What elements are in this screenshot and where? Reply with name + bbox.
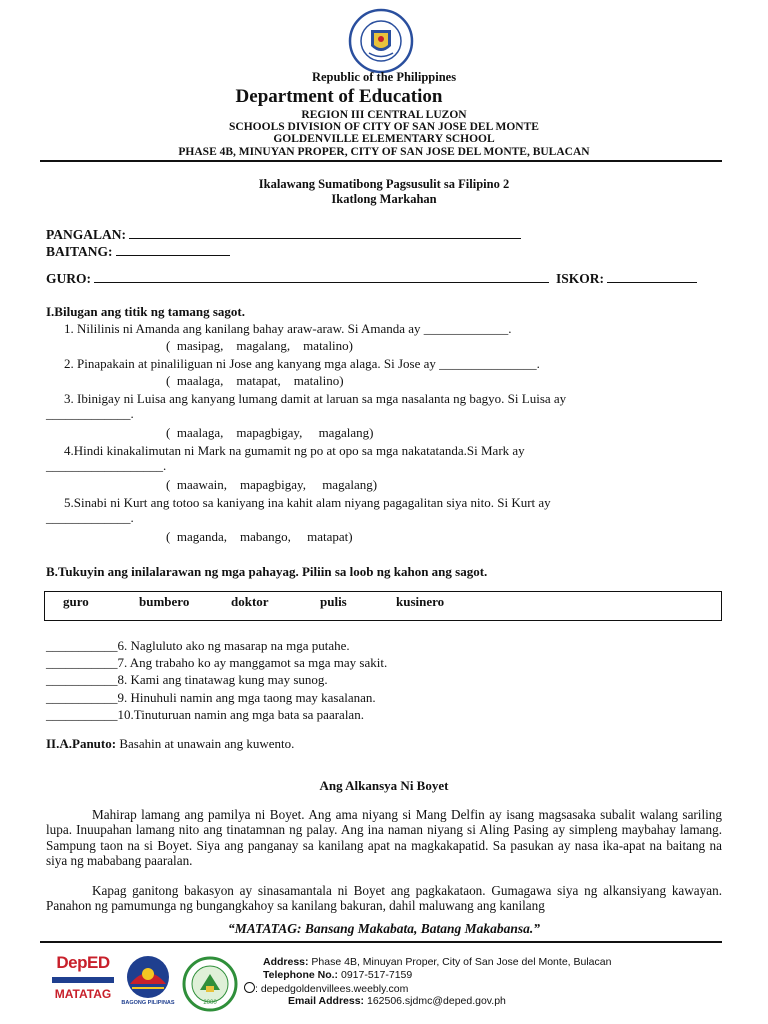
question-5: 5.Sinabi ni Kurt ang totoo sa kaniyang ina kahit alam niyang pagagalitan siya nito. Si Kurt ay: [64, 495, 551, 510]
globe-icon: [244, 982, 255, 993]
deped-logo-text: DepED: [56, 953, 110, 972]
school-name: GOLDENVILLE ELEMENTARY SCHOOL: [273, 133, 495, 145]
score-field: [556, 270, 697, 287]
part2-instruction-text: Basahin at unawain ang kuwento.: [116, 736, 295, 751]
region-label: REGION III CENTRAL LUZON: [301, 109, 467, 121]
footer-email: [288, 995, 506, 1007]
teacher-label: GURO:: [46, 271, 91, 286]
grade-field: [46, 243, 230, 260]
part1-instruction: I.Bilugan ang titik ng tamang sagot.: [46, 304, 246, 319]
partB-item-9: [46, 690, 376, 706]
bagong-pilipinas-logo: [120, 954, 176, 1012]
email-label: Email Address:: [288, 995, 365, 1007]
department-title: Department of Education: [235, 86, 443, 107]
grade-input-line[interactable]: [116, 243, 230, 256]
school-logo: [182, 956, 238, 1012]
teacher-input-line[interactable]: [94, 270, 549, 283]
choices-4[interactable]: ( maawain, mapagbigay, magalang): [166, 477, 378, 492]
choices-3[interactable]: ( maalaga, mapagbigay, magalang): [166, 425, 374, 440]
question-1: 1. Nililinis ni Amanda ang kanilang bahay araw-araw. Si Amanda ay _____________.: [64, 321, 512, 336]
teacher-field: [46, 270, 549, 287]
score-label: ISKOR:: [556, 271, 605, 286]
box-choice-pulis: pulis: [320, 594, 347, 609]
partB-item-10: [46, 707, 364, 723]
partB-item-8: [46, 672, 328, 688]
box-choice-doktor: doktor: [231, 594, 269, 609]
deped-logo-bar: [52, 977, 114, 983]
story-paragraph-1: Mahirap lamang ang pamilya ni Boyet. Ang ama niyang si Mang Delfin ay isang magsasaka subalit walang sariling lupa. Inuupahan lamang nito ang tinatamnan ng palay. Ang ina naman niyang si Aling Pasing ay simpleng maybahay lamang. Sampung taon na si Boyet. Siya ang panganay sa kanilang apat na magkakapatid. Sa pasukan ay nasa ika-apat na baitang na siya ng mababang paaralan.: [46, 807, 722, 868]
footer-address: [263, 956, 611, 968]
story-paragraph-2: Kapag ganitong bakasyon ay sinasamantala ni Boyet ang pagkakataon. Gumagawa siya ng alkansiyang kawayan. Panahon ng pamumunga ng bungangkahoy sa kanilang bakuran, dahil maluwang ang kanilang: [46, 883, 722, 914]
name-label: PANGALAN:: [46, 227, 126, 242]
footer-website: [244, 982, 408, 995]
answer-choices-box: [44, 591, 722, 621]
item-8-text: 8. Kami ang tinatawag kung may sunog.: [117, 672, 328, 687]
answer-blank-8[interactable]: ___________: [46, 672, 118, 687]
deped-matatag-logo: [48, 953, 118, 1011]
test-subtitle: Ikatlong Markahan: [331, 192, 437, 206]
deped-seal: [339, 8, 423, 74]
box-choice-kusinero: kusinero: [396, 594, 445, 609]
score-input-line[interactable]: [607, 270, 697, 283]
question-2: 2. Pinapakain at pinaliliguan ni Jose ang kanyang mga alaga. Si Jose ay _______________.: [64, 356, 540, 371]
republic-label: Republic of the Philippines: [311, 70, 457, 84]
partB-item-6: [46, 638, 350, 654]
name-input-line[interactable]: [129, 226, 521, 239]
partB-item-7: [46, 655, 387, 671]
name-field: [46, 226, 521, 243]
answer-blank-7[interactable]: ___________: [46, 655, 118, 670]
story-title: Ang Alkansya Ni Boyet: [319, 778, 449, 793]
phone-label: Telephone No.:: [263, 969, 339, 981]
choices-1[interactable]: ( masipag, magalang, matalino): [166, 338, 354, 353]
part2-instruction: [46, 736, 294, 752]
test-title: Ikalawang Sumatibong Pagsusulit sa Filipino 2: [258, 177, 510, 191]
partB-instruction: B.Tukuyin ang inilalarawan ng mga pahayag. Piliin sa loob ng kahon ang sagot.: [46, 564, 488, 579]
question-3-blank[interactable]: _____________.: [46, 406, 134, 421]
website-link[interactable]: : depedgoldenvillees.weebly.com: [255, 983, 409, 995]
answer-blank-10[interactable]: ___________: [46, 707, 118, 722]
choices-5[interactable]: ( maganda, mabango, matapat): [166, 529, 353, 544]
item-6-text: 6. Nagluluto ako ng masarap na mga putahe.: [117, 638, 350, 653]
question-4: 4.Hindi kinakalimutan ni Mark na gumamit ng po at opo sa mga nakatatanda.Si Mark ay: [64, 443, 525, 458]
answer-blank-6[interactable]: ___________: [46, 638, 118, 653]
question-3: 3. Ibinigay ni Luisa ang kanyang lumang damit at laruan sa mga nasalanta ng bagyo. Si Luisa ay: [64, 391, 567, 406]
item-10-text: 10.Tinuturuan namin ang mga bata sa paaralan.: [117, 707, 364, 722]
bagong-pilipinas-caption: BAGONG PILIPINAS: [121, 1000, 175, 1006]
footer-motto: “MATATAG: Bansang Makabata, Batang Makabansa.”: [227, 921, 541, 936]
footer-divider: [40, 941, 722, 943]
address-value: Phase 4B, Minuyan Proper, City of San Jose del Monte, Bulacan: [308, 956, 612, 968]
item-7-text: 7. Ang trabaho ko ay manggamot sa mga may sakit.: [117, 655, 388, 670]
email-link[interactable]: 162506.sjdmc@deped.gov.ph: [364, 995, 506, 1007]
footer-phone: [263, 969, 412, 981]
item-9-text: 9. Hinuhuli namin ang mga taong may kasalanan.: [117, 690, 376, 705]
school-logo-year: 2000: [203, 1000, 217, 1006]
division-label: SCHOOLS DIVISION OF CITY OF SAN JOSE DEL MONTE: [229, 121, 539, 133]
box-choice-guro: guro: [63, 594, 89, 609]
choices-2[interactable]: ( maalaga, matapat, matalino): [166, 373, 344, 388]
box-choice-bumbero: bumbero: [139, 594, 190, 609]
answer-blank-9[interactable]: ___________: [46, 690, 118, 705]
matatag-logo-text: MATATAG: [54, 987, 112, 1001]
phone-value: 0917-517-7159: [338, 969, 413, 981]
address-label: Address:: [263, 956, 309, 968]
school-address: PHASE 4B, MINUYAN PROPER, CITY OF SAN JOSE DEL MONTE, BULACAN: [178, 146, 590, 158]
question-4-blank[interactable]: __________________.: [46, 458, 167, 473]
grade-label: BAITANG:: [46, 244, 113, 259]
header-divider: [40, 160, 722, 162]
question-5-blank[interactable]: _____________.: [46, 510, 134, 525]
part2-label: II.A.Panuto:: [46, 736, 117, 751]
